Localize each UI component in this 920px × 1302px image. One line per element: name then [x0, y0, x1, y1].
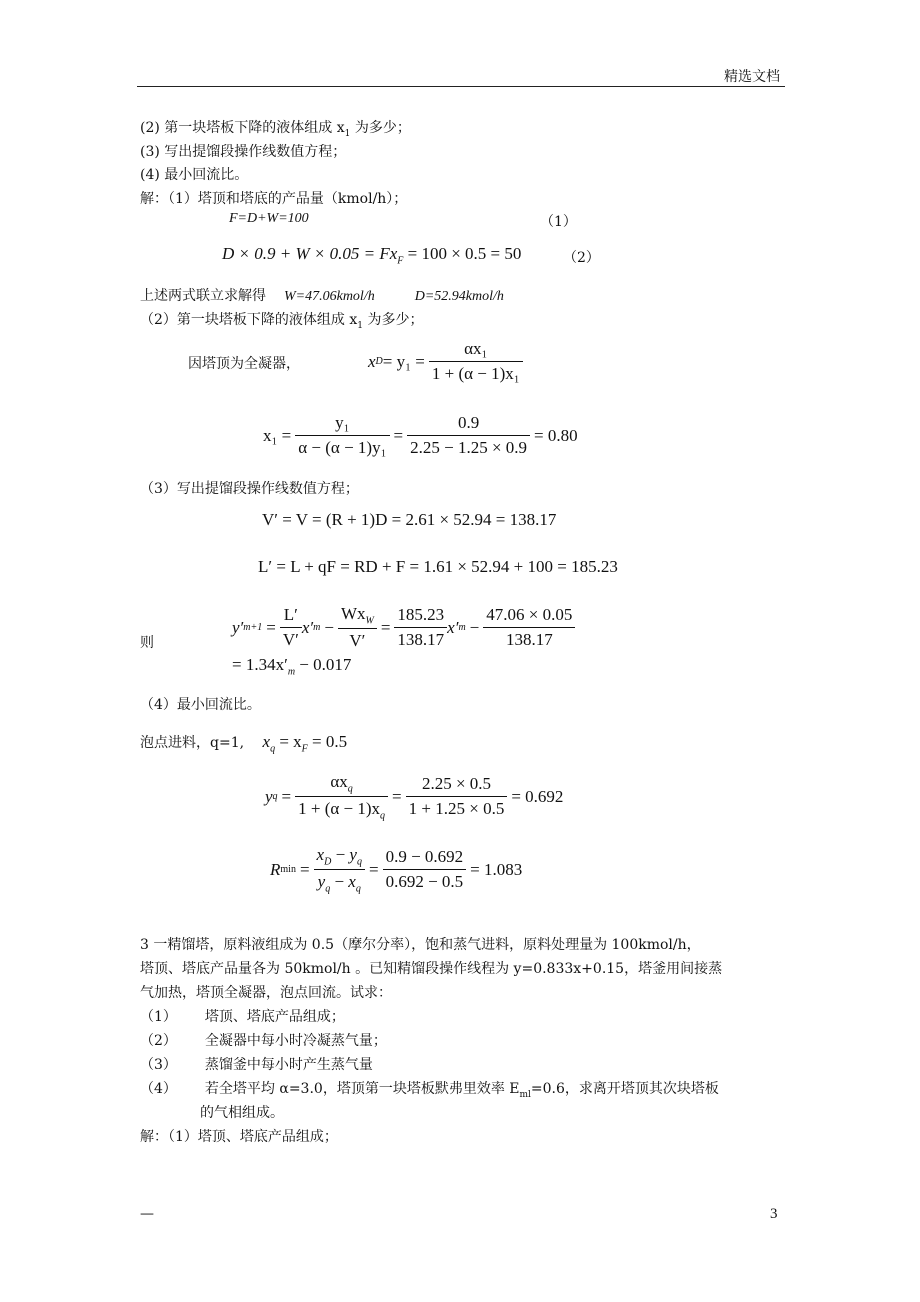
condenser-note: 因塔顶为全凝器，: [188, 356, 300, 372]
problem-3-item-3: （3） 蒸馏釜中每小时产生蒸气量: [140, 1057, 373, 1073]
stripping-line-equation: y′ m+1 = $\frac{L'}{V'}$ x′ m − $\frac{Wx_W}{V'}$ = $\frac{185.23}{138.17}$ x′ m − $\frac{47.06 \times 0.05}{138.17}$: [232, 604, 575, 651]
solve-statement: 上述两式联立求解得 W=47.06kmol/h D=52.94kmol/h: [140, 288, 504, 304]
problem-3-line-2: 塔顶、塔底产品量各为 50kmol/h 。已知精馏段操作线程为 y=0.833x+0.15，塔釜用间接蒸: [140, 961, 723, 977]
question-3: (3) 写出提馏段操作线数值方程；: [140, 144, 347, 160]
problem-3-item-1: （1） 塔顶、塔底产品组成；: [140, 1009, 345, 1025]
question-4: (4) 最小回流比。: [140, 167, 249, 183]
x1-equation: x₁ = $\frac{\text{y₁}}{\text{α − (α − 1)y₁}}$ = $\frac{0.9}{2.25 - 1.25 \times 0.9}$ = 0.80: [263, 413, 578, 457]
question-2: (2) 第一块塔板下降的液体组成 $x_1$ 为多少；: [140, 120, 411, 139]
page-header-title: 精选文档: [724, 69, 780, 85]
yq-equation: y q = $\frac{\alpha x_q}{1 + (\alpha - 1)x_q}$ = $\frac{2.25 \times 0.5}{1 + 1.25 \times 0.5}$ = 0.692: [265, 772, 564, 822]
equation-2-tag: （2）: [563, 250, 600, 266]
v-prime-equation: V′ = V = (R + 1)D = 2.61 × 52.94 = 138.17: [262, 510, 557, 529]
equation-2: $D \times 0.9 + W \times 0.05 = Fx_F = 100 \times 0.5 = 50$: [222, 244, 522, 267]
bubble-point-feed: 泡点进料，q=1, $x_q = x_F = 0.5$: [140, 732, 348, 755]
problem-3-item-4-cont: 的气相组成。: [200, 1105, 284, 1121]
solution-step-1: 解：（1）塔顶和塔底的产品量（kmol/h）；: [140, 191, 408, 207]
problem-3-line-3: 气加热，塔顶全凝器，泡点回流。试求：: [140, 985, 392, 1001]
problem-3-item-4: （4） 若全塔平均 α=3.0，塔顶第一块塔板默弗里效率 $E_{ml}=0.6$，求离开塔顶其次块塔板: [140, 1081, 719, 1100]
page-number: 3: [770, 1206, 778, 1222]
xd-equation: x D = y₁ = $\frac{\text{αx₁}}{\text{1 + (α − 1)x₁}}$: [368, 339, 523, 384]
problem-3-solution: 解：（1）塔顶、塔底产品组成；: [140, 1129, 338, 1145]
problem-3-line-1: 3 一精馏塔，原料液组成为 0.5（摩尔分率），饱和蒸气进料，原料处理量为 100kmol/h，: [140, 937, 701, 953]
rmin-equation: R min = $\frac{x_D - y_q}{y_q - x_q}$ = $\frac{0.9 - 0.692}{0.692 - 0.5}$ = 1.083: [270, 845, 523, 895]
header-divider: [137, 86, 785, 87]
solution-step-4: （4）最小回流比。: [140, 697, 261, 713]
problem-3-item-2: （2） 全凝器中每小时冷凝蒸气量；: [140, 1033, 387, 1049]
l-prime-equation: L′ = L + qF = RD + F = 1.61 × 52.94 + 100 = 185.23: [258, 557, 618, 576]
equation-1-tag: （1）: [540, 214, 577, 230]
solution-step-3: （3）写出提馏段操作线数值方程；: [140, 481, 359, 497]
solution-step-2: （2）第一块塔板下降的液体组成 $x_1$ 为多少；: [140, 312, 424, 331]
equation-1: F=D+W=100: [229, 211, 309, 226]
then-label: 则: [140, 635, 154, 651]
footer-dash: —: [140, 1206, 154, 1222]
stripping-line-result: = $1.34x'_m - 0.017$: [232, 655, 352, 678]
